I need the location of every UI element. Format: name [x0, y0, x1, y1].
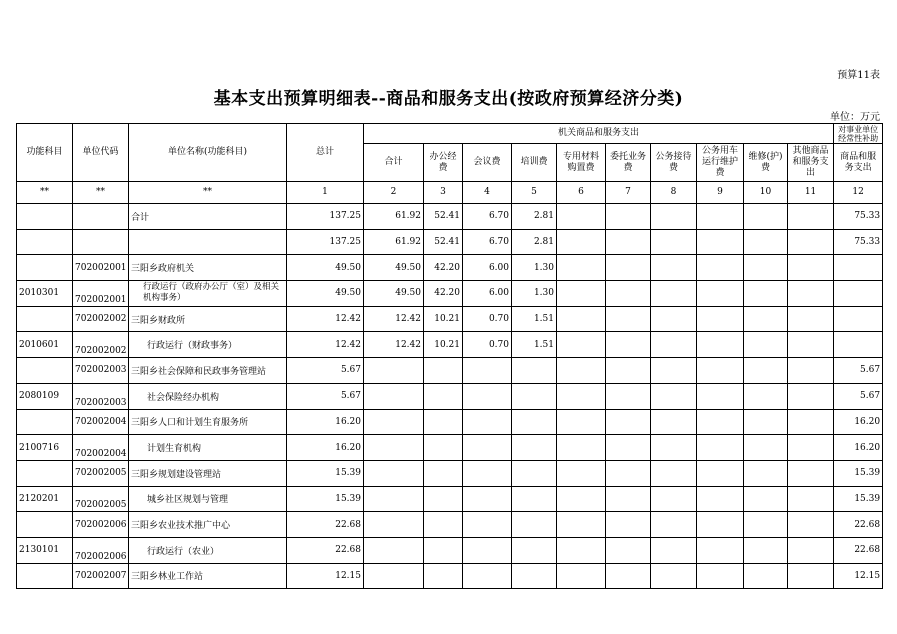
subsidy-cell: 15.39 — [834, 486, 883, 512]
subsidy-cell: 75.33 — [834, 204, 883, 230]
training-cell — [512, 512, 557, 538]
sum-cell — [364, 460, 424, 486]
total-cell: 22.68 — [287, 512, 364, 538]
training-cell — [512, 409, 557, 435]
index-cell: 3 — [424, 182, 463, 204]
func-code-cell — [17, 229, 73, 255]
func-code-cell — [17, 563, 73, 589]
sum-cell: 49.50 — [364, 255, 424, 281]
header-sub-total: 合计 — [364, 144, 424, 182]
unit-code-cell: 702002003 — [73, 358, 129, 384]
subsidy-cell — [834, 281, 883, 307]
func-code-cell: 2120201 — [17, 486, 73, 512]
index-cell: 6 — [557, 182, 606, 204]
meeting-cell: 0.70 — [463, 332, 512, 358]
sum-cell — [364, 563, 424, 589]
index-cell: 8 — [651, 182, 697, 204]
index-cell: 10 — [744, 182, 788, 204]
total-cell: 16.20 — [287, 409, 364, 435]
office-cell — [424, 537, 463, 563]
func-code-cell — [17, 460, 73, 486]
office-cell: 42.20 — [424, 281, 463, 307]
header-unit-name: 单位名称(功能科目) — [129, 124, 287, 182]
index-cell: 12 — [834, 182, 883, 204]
index-cell: ** — [17, 182, 73, 204]
total-cell: 137.25 — [287, 229, 364, 255]
total-cell: 12.42 — [287, 306, 364, 332]
sum-cell — [364, 537, 424, 563]
page-title: 基本支出预算明细表--商品和服务支出(按政府预算经济分类) — [213, 89, 684, 109]
office-cell — [424, 383, 463, 409]
training-cell: 2.81 — [512, 204, 557, 230]
table-row — [17, 563, 883, 589]
unit-name-cell: 三阳乡农业技术推广中心 — [129, 512, 287, 538]
subsidy-cell: 22.68 — [834, 512, 883, 538]
unit-code-cell: 702002002 — [73, 332, 129, 358]
table-row — [17, 204, 883, 230]
subsidy-cell — [834, 306, 883, 332]
meeting-cell — [463, 435, 512, 461]
unit-name-cell — [129, 229, 287, 255]
office-cell — [424, 512, 463, 538]
training-cell — [512, 383, 557, 409]
office-cell: 42.20 — [424, 255, 463, 281]
budget-table — [16, 123, 883, 589]
subsidy-cell: 16.20 — [834, 409, 883, 435]
subsidy-cell: 16.20 — [834, 435, 883, 461]
func-code-cell — [17, 255, 73, 281]
sum-cell — [364, 409, 424, 435]
func-code-cell — [17, 409, 73, 435]
header-entrusted: 委托业务费 — [606, 144, 651, 182]
unit-code-cell: 702002006 — [73, 537, 129, 563]
table-row — [17, 435, 883, 461]
func-code-cell — [17, 512, 73, 538]
meeting-cell: 6.00 — [463, 281, 512, 307]
subsidy-cell: 12.15 — [834, 563, 883, 589]
subsidy-cell: 22.68 — [834, 537, 883, 563]
unit-name-cell: 合计 — [129, 204, 287, 230]
unit-code-cell: 702002004 — [73, 409, 129, 435]
unit-code-cell: 702002005 — [73, 460, 129, 486]
subsidy-cell — [834, 332, 883, 358]
unit-name-cell: 三阳乡人口和计划生育服务所 — [129, 409, 287, 435]
table-row — [17, 306, 883, 332]
header-vehicle: 公务用车运行维护费 — [697, 144, 744, 182]
training-cell: 2.81 — [512, 229, 557, 255]
func-code-cell: 2080109 — [17, 383, 73, 409]
unit-name-cell: 三阳乡林业工作站 — [129, 563, 287, 589]
index-cell: 11 — [788, 182, 834, 204]
header-total: 总计 — [287, 124, 364, 182]
meeting-cell: 6.70 — [463, 204, 512, 230]
unit-code-cell: 702002004 — [73, 435, 129, 461]
sum-cell — [364, 383, 424, 409]
unit-name-cell: 行政运行（政府办公厅（室）及相关机构事务） — [129, 281, 287, 307]
total-cell: 12.15 — [287, 563, 364, 589]
header-reception: 公务接待费 — [651, 144, 697, 182]
header-maintenance: 维修(护)费 — [744, 144, 788, 182]
total-cell: 12.42 — [287, 332, 364, 358]
meeting-cell — [463, 358, 512, 384]
table-row — [17, 460, 883, 486]
table-row — [17, 332, 883, 358]
header-group-org: 机关商品和服务支出 — [364, 124, 834, 144]
meeting-cell — [463, 537, 512, 563]
total-cell: 5.67 — [287, 358, 364, 384]
office-cell — [424, 460, 463, 486]
unit-code-cell: 702002003 — [73, 383, 129, 409]
total-cell: 15.39 — [287, 460, 364, 486]
header-unit-code: 单位代码 — [73, 124, 129, 182]
func-code-cell: 2010301 — [17, 281, 73, 307]
unit-code-cell: 702002002 — [73, 306, 129, 332]
table-row — [17, 512, 883, 538]
func-code-cell — [17, 358, 73, 384]
unit-code-cell: 702002001 — [73, 255, 129, 281]
training-cell — [512, 435, 557, 461]
meeting-cell — [463, 563, 512, 589]
training-cell — [512, 486, 557, 512]
total-cell: 137.25 — [287, 204, 364, 230]
index-cell: 5 — [512, 182, 557, 204]
sum-cell — [364, 358, 424, 384]
meeting-cell: 6.70 — [463, 229, 512, 255]
total-cell: 49.50 — [287, 281, 364, 307]
meeting-cell — [463, 486, 512, 512]
subsidy-cell: 5.67 — [834, 358, 883, 384]
sum-cell — [364, 435, 424, 461]
meeting-cell — [463, 409, 512, 435]
unit-name-cell: 三阳乡社会保障和民政事务管理站 — [129, 358, 287, 384]
table-row — [17, 383, 883, 409]
sum-cell: 12.42 — [364, 332, 424, 358]
sum-cell — [364, 486, 424, 512]
office-cell — [424, 486, 463, 512]
office-cell — [424, 358, 463, 384]
unit-label: 单位：万元 — [830, 112, 880, 123]
table-row — [17, 255, 883, 281]
func-code-cell — [17, 204, 73, 230]
meeting-cell: 6.00 — [463, 255, 512, 281]
unit-code-cell: 702002006 — [73, 512, 129, 538]
office-cell — [424, 563, 463, 589]
sum-cell: 12.42 — [364, 306, 424, 332]
unit-name-cell: 行政运行（农业） — [129, 537, 287, 563]
header-subsidy-goods: 商品和服务支出 — [834, 144, 883, 182]
table-row — [17, 229, 883, 255]
header-func-code: 功能科目 — [17, 124, 73, 182]
total-cell: 16.20 — [287, 435, 364, 461]
index-cell: 9 — [697, 182, 744, 204]
header-special-material: 专用材料购置费 — [557, 144, 606, 182]
index-cell: 2 — [364, 182, 424, 204]
training-cell: 1.30 — [512, 255, 557, 281]
subsidy-cell: 15.39 — [834, 460, 883, 486]
training-cell — [512, 537, 557, 563]
training-cell: 1.51 — [512, 306, 557, 332]
subsidy-cell: 5.67 — [834, 383, 883, 409]
func-code-cell — [17, 306, 73, 332]
sum-cell: 61.92 — [364, 204, 424, 230]
office-cell — [424, 409, 463, 435]
training-cell: 1.51 — [512, 332, 557, 358]
unit-code-cell — [73, 204, 129, 230]
unit-name-cell: 三阳乡政府机关 — [129, 255, 287, 281]
table-row — [17, 358, 883, 384]
unit-code-cell: 702002001 — [73, 281, 129, 307]
table-row — [17, 281, 883, 307]
training-cell — [512, 563, 557, 589]
header-meeting: 会议费 — [463, 144, 512, 182]
training-cell — [512, 460, 557, 486]
unit-code-cell: 702002007 — [73, 563, 129, 589]
total-cell: 15.39 — [287, 486, 364, 512]
unit-name-cell: 计划生育机构 — [129, 435, 287, 461]
training-cell — [512, 358, 557, 384]
office-cell: 10.21 — [424, 306, 463, 332]
subsidy-cell — [834, 255, 883, 281]
unit-name-cell: 三阳乡规划建设管理站 — [129, 460, 287, 486]
index-cell: ** — [129, 182, 287, 204]
meeting-cell — [463, 383, 512, 409]
office-cell: 52.41 — [424, 229, 463, 255]
unit-name-cell: 城乡社区规划与管理 — [129, 486, 287, 512]
table-row — [17, 537, 883, 563]
sum-cell — [364, 512, 424, 538]
sum-cell: 49.50 — [364, 281, 424, 307]
meeting-cell — [463, 512, 512, 538]
office-cell: 10.21 — [424, 332, 463, 358]
func-code-cell: 2010601 — [17, 332, 73, 358]
subsidy-cell: 75.33 — [834, 229, 883, 255]
header-office: 办公经费 — [424, 144, 463, 182]
meeting-cell — [463, 460, 512, 486]
index-cell: 4 — [463, 182, 512, 204]
header-training: 培训费 — [512, 144, 557, 182]
table-row — [17, 486, 883, 512]
index-cell: ** — [73, 182, 129, 204]
office-cell: 52.41 — [424, 204, 463, 230]
sum-cell: 61.92 — [364, 229, 424, 255]
func-code-cell: 2130101 — [17, 537, 73, 563]
unit-name-cell: 行政运行（财政事务） — [129, 332, 287, 358]
index-cell: 1 — [287, 182, 364, 204]
header-group-subsidy: 对事业单位经常性补助 — [834, 124, 883, 144]
total-cell: 5.67 — [287, 383, 364, 409]
unit-code-cell: 702002005 — [73, 486, 129, 512]
meeting-cell: 0.70 — [463, 306, 512, 332]
table-row — [17, 409, 883, 435]
total-cell: 49.50 — [287, 255, 364, 281]
unit-code-cell — [73, 229, 129, 255]
func-code-cell: 2100716 — [17, 435, 73, 461]
training-cell: 1.30 — [512, 281, 557, 307]
total-cell: 22.68 — [287, 537, 364, 563]
table-number: 预算11表 — [837, 70, 880, 81]
header-other: 其他商品和服务支出 — [788, 144, 834, 182]
unit-name-cell: 社会保险经办机构 — [129, 383, 287, 409]
office-cell — [424, 435, 463, 461]
unit-name-cell: 三阳乡财政所 — [129, 306, 287, 332]
index-cell: 7 — [606, 182, 651, 204]
